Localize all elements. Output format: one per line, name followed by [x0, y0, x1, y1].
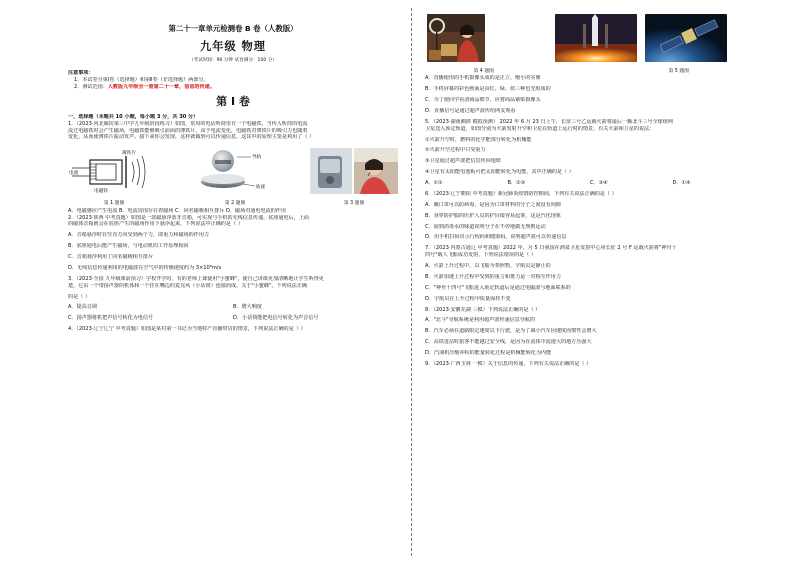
part1-heading: 一、选择题（本题共 10 小题，每小题 3 分，共 30 分）	[68, 113, 199, 120]
q4-option-d: D．直播信号是通过超声波传给网友观看	[425, 107, 516, 114]
q1-line-1: 1．（2023·河北廊坊第三中学九年级阶段练习）如图，常用的电话听筒里有一个电磁铁，当传入听筒的电流	[68, 120, 308, 127]
q2-line-2: 的磁体音箱就会在底座产生的磁场作用下悬浮起来，下列说法中正确的是（ ）	[68, 221, 243, 228]
maglev-speaker-illustration	[195, 148, 275, 194]
figure-3	[310, 148, 398, 197]
q3-option-c: C．扬声器将机把声信号转化为电信号	[68, 315, 154, 322]
figure-3-caption: 第 3 题图	[343, 201, 365, 207]
figure-5	[555, 14, 727, 65]
label-base: 底座	[256, 185, 266, 191]
q5-option-d: D．①④	[672, 180, 691, 187]
note-item-2-prefix: 2．测试范围：	[74, 84, 108, 91]
livestream-photo	[427, 14, 485, 62]
label-conductor: 导轨	[252, 155, 262, 161]
q7-option-b: B．火箭加速上升过程中受到的重力和推力是一对相互作用力	[425, 273, 561, 280]
q5-item-1: ①火箭升空时，燃料的化学能部分转化为机械能	[425, 136, 532, 143]
q2-option-a: A．音箱悬浮时在竖直方向受到两个力，即重力和磁场的作用力	[68, 232, 210, 239]
q6-option-c: C．闻到消毒水的味道说明分子在不停地做无规则运动	[425, 223, 546, 230]
q5-options	[425, 180, 755, 187]
q3-options-row-1	[68, 304, 398, 311]
exam-subtitle: 九年级 物理	[200, 39, 266, 53]
q1-options: A．电磁感应产生电流 B．电流周围存在着磁场 C．同名磁极相互排斥 D．磁场对通电电流的作用	[68, 207, 286, 214]
q3-line-2: 楚，它由一个带扬声器的机体和一个挂在嘴边的麦克风（小话筒）连接而成，关于"小蜜蜂"，下列说法正确	[68, 282, 308, 289]
q6-option-b: B．身穿防护服的医护人员的护目镜容易起雾，这是汽化现象	[425, 212, 561, 219]
q2-option-d: D．无线信息传递利用的电磁波在空气中的传播速度约为 3×10⁸m/s	[68, 264, 222, 271]
exam-meta: （考试时间：90 分钟 试卷满分：100 分）	[189, 58, 277, 64]
q5-option-b: B．②③	[507, 180, 526, 187]
q7-option-a: A．火箭上升过程中，以飞船为参照物，字航员是静止的	[425, 263, 551, 270]
q6-option-d: D．用手机扫码出示行程码和健康码，说明超声波可以传递信息	[425, 234, 567, 241]
notes-heading: 注意事项：	[68, 70, 94, 77]
q2-line-1: 2．（2023·陕西 中考真题）如图是一款磁悬浮蓝牙音箱，可实现与手机的无线信息传递，底座通电后，上面	[68, 214, 310, 221]
figure-2-caption: 第 2 题图	[224, 201, 246, 207]
q6-option-a: A．戴口罩可以防病毒，是因为口罩材料的分子之间没有间隙	[425, 201, 561, 208]
q5-option-a: A．①②	[425, 180, 443, 187]
satellite-photo	[645, 14, 727, 62]
figure-5-caption: 第 5 题图	[668, 68, 689, 74]
figure-4-caption: 第 4 题图	[473, 68, 494, 74]
exam-title: 第二十一章单元检测卷 B 卷（人教版）	[168, 24, 298, 33]
q8-line: 8．（2023·安徽芜湖 三模）下列说法正确的是（ ）	[425, 306, 541, 313]
right-captions-row	[425, 67, 725, 75]
q5-item-4: ④卫星有太阳能电池板可把太阳能转化为电能，其中正确的是（ ）	[425, 169, 574, 176]
q3-option-a: A．提高音调	[68, 304, 97, 311]
label-thin-plate: 薄铁片	[122, 151, 136, 157]
q6-line: 6．（2023·辽宁朝阳 中考真题）新冠肺炎疫情防控期间，下列有关说法正确的是（ ）	[425, 190, 617, 197]
note-item-2	[68, 84, 398, 91]
q4-line: 4．（2023·辽宁辽宁 中考真题）如图是某村第一书记为当地特产直播带货的情景，下列说法正确的是（ ）	[68, 326, 306, 333]
q3-option-d: D．小话筒能把电信号转化为声音信号	[233, 315, 319, 322]
q8-option-c: C．高铁进站时旅客不能越过安全线，是因为在流体中流速大的地方压强大	[425, 339, 592, 346]
q1-line-3: 变化，从而使薄铁片振动发声。接下来你会发现，这样就做到可以传递信息，这其中的原理主要是利用了（ ）	[68, 134, 315, 141]
q4-option-c: C．为了使同学看清商品细节，应将商品紧贴摄像头	[425, 97, 541, 104]
q7-line-1: 7．（2023·内蒙古通辽 中考真题）2022 年，月 5 日我国在酒泉卫星发射中心用长征 2 号 F 运载火箭将"神舟十	[425, 245, 677, 252]
q7-option-d: D．宇航员在上升过程中质量保持不变	[425, 295, 511, 302]
q3-options-row-2	[68, 315, 398, 322]
left-column	[68, 14, 398, 333]
q1-line-2: 流过电磁铁时会产生磁场，电磁铁能够吸引前面的薄铁片，由于电流变化，电磁铁对薄铁片的吸引力也随着	[68, 127, 308, 134]
rocket-launch-photo	[555, 14, 637, 62]
telephone-receiver-diagram	[68, 148, 160, 194]
figure-1-caption: 第 1 题图	[103, 201, 125, 207]
figure-2	[195, 148, 275, 197]
q2-option-c: C．音箱悬浮利用了同名磁极相互排斥	[68, 254, 154, 261]
q5-option-c: C．③④	[590, 180, 608, 187]
label-electromagnet: 电磁铁	[94, 189, 108, 195]
q3-line-3: 的是（ ）	[68, 293, 90, 300]
note-item-1: 1．本试卷分第Ⅰ卷（选择题）和第Ⅱ卷（非选择题）两部分。	[74, 77, 209, 84]
q8-option-a: A．"北斗"导航系统是利用超声波传递信息导航的	[425, 317, 536, 324]
teacher-microphone-photo	[310, 148, 398, 194]
q7-line-2: 四号"载人飞船成功发射，下列说法错误的是（ ）	[425, 252, 536, 259]
q4-option-b: B．手机屏幕的彩色画面是由红、绿、蓝三种色光组成的	[425, 86, 551, 93]
q7-option-c: C．"神舟十四号"飞船进入预定轨道后是通过电磁波与地面联系的	[425, 284, 571, 291]
section-title: 第 Ⅰ 卷	[216, 94, 250, 108]
column-divider	[411, 8, 412, 556]
q3-line-1: 3．（2023·全国 九年级课前预习）学校开学时，有的老师上课使用"小蜜蜂"，使自己讲课更加清晰地让学生听得更	[68, 275, 324, 282]
right-column	[425, 14, 755, 368]
q5-line-2: 卫星送入预定轨道，如图分别为火箭发射升空和卫星在轨道上运行时的情景，有关火箭和卫星的说法：	[425, 125, 655, 132]
figure-captions-row	[68, 199, 398, 207]
q4-q5-figures	[427, 14, 727, 65]
q3-option-b: B．增大响度	[233, 304, 262, 311]
q9-line: 9．（2023·广西玉林 一模）关于信息的传递，下列有关说法正确的是（ ）	[425, 360, 592, 367]
q5-item-3: ③卫星通过超声波把信息传回地球	[425, 158, 501, 165]
figure-4	[427, 14, 485, 65]
figure-1	[68, 148, 160, 197]
note-item-2-scope: 人教版九年级全一册第二十一章，信息的传递。	[107, 84, 215, 91]
q8-option-b: B．汽车必须在道路限定速度以下行驶，是为了减小汽车因速度而惯性会增大	[425, 328, 597, 335]
label-current: 电流	[69, 171, 79, 177]
q4-option-a: A．直播使用的手机摄像头成的是正立、缩小的实像	[425, 75, 541, 82]
q5-item-2: ②火箭升空过程中只受重力	[425, 147, 486, 154]
q8-option-d: D．汽油机压缩冲程的能量转化过程是机械能转化为内能	[425, 350, 552, 357]
q1-q3-figures	[68, 145, 398, 197]
q2-option-b: B．底座通电后能产生磁场，与电动机的工作原理相同	[68, 243, 189, 250]
q5-line-1: 5．（2023·湖南湘潭 模拟预测） 2022 年 6 月 23 日上午，长征三号乙运载火箭将最后一颗北斗三号全球组网	[425, 118, 673, 125]
